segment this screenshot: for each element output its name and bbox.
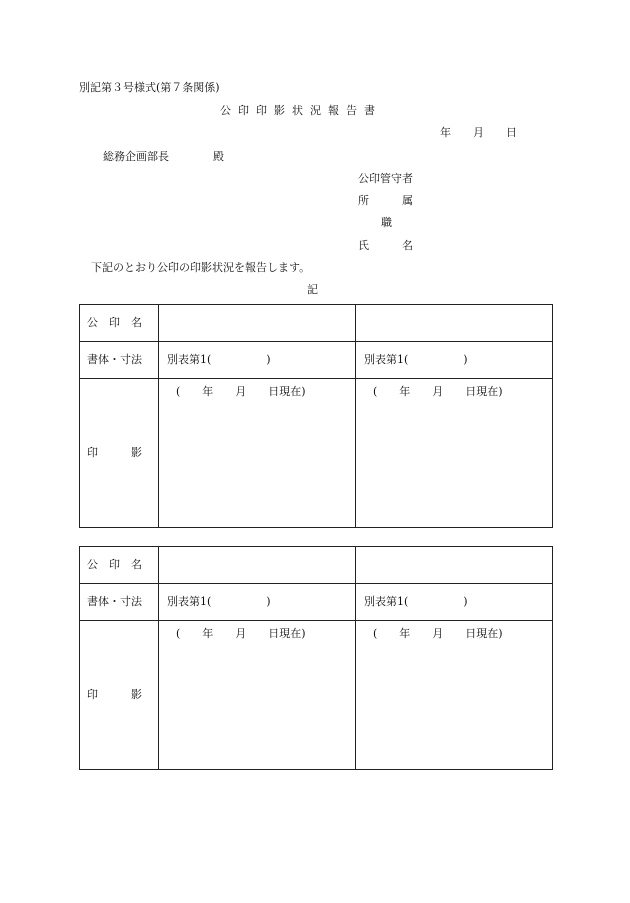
as-of-date-right: ( 年 月 日現在) xyxy=(373,627,503,640)
custodian-label: 公印管守者 xyxy=(358,172,413,185)
font-size-row xyxy=(80,342,553,379)
font-size-label: 書体・寸法 xyxy=(87,595,142,608)
font-size-row xyxy=(80,584,553,621)
font-size-cell-left[interactable] xyxy=(159,342,356,379)
imprint-row xyxy=(80,379,553,528)
form-reference: 別記第３号様式(第７条関係) xyxy=(79,81,220,94)
seal-name-cell-right[interactable] xyxy=(356,305,553,342)
as-of-date-left: ( 年 月 日現在) xyxy=(176,627,306,640)
seal-name-cell-left[interactable] xyxy=(159,547,356,584)
seal-name-label: 公 印 名 xyxy=(87,316,142,329)
imprint-row xyxy=(80,621,553,770)
affiliation-label: 所 属 xyxy=(358,194,413,207)
imprint-label: 印 影 xyxy=(87,688,142,701)
font-size-cell-left[interactable] xyxy=(159,584,356,621)
font-size-cell-right[interactable] xyxy=(356,342,553,379)
as-of-date-left: ( 年 月 日現在) xyxy=(176,385,306,398)
imprint-cell-right[interactable] xyxy=(356,379,553,528)
intro-text: 下記のとおり公印の印影状況を報告します。 xyxy=(91,261,311,274)
imprint-label: 印 影 xyxy=(87,446,142,459)
ki-label: 記 xyxy=(307,283,318,296)
font-size-right-text: 別表第1( ) xyxy=(364,595,468,608)
seal-name-label: 公 印 名 xyxy=(87,558,142,571)
imprint-cell-left[interactable] xyxy=(159,621,356,770)
seal-name-cell-right[interactable] xyxy=(356,547,553,584)
imprint-cell-right[interactable] xyxy=(356,621,553,770)
seal-name-cell-left[interactable] xyxy=(159,305,356,342)
font-size-right-text: 別表第1( ) xyxy=(364,353,468,366)
position-label: 職 xyxy=(381,216,392,229)
as-of-date-right: ( 年 月 日現在) xyxy=(373,385,503,398)
font-size-label: 書体・寸法 xyxy=(87,353,142,366)
name-label: 氏 名 xyxy=(358,239,413,252)
seal-name-row xyxy=(80,305,553,342)
addressee: 総務企画部長 殿 xyxy=(103,150,224,163)
seal-name-row xyxy=(80,547,553,584)
font-size-left-text: 別表第1( ) xyxy=(167,353,271,366)
imprint-cell-left[interactable] xyxy=(159,379,356,528)
seal-report-table-1 xyxy=(79,304,553,528)
date-line: 年 月 日 xyxy=(440,126,517,139)
font-size-cell-right[interactable] xyxy=(356,584,553,621)
font-size-left-text: 別表第1( ) xyxy=(167,595,271,608)
seal-report-table-2 xyxy=(79,546,553,770)
document-title: 公印印影状況報告書 xyxy=(220,104,382,117)
